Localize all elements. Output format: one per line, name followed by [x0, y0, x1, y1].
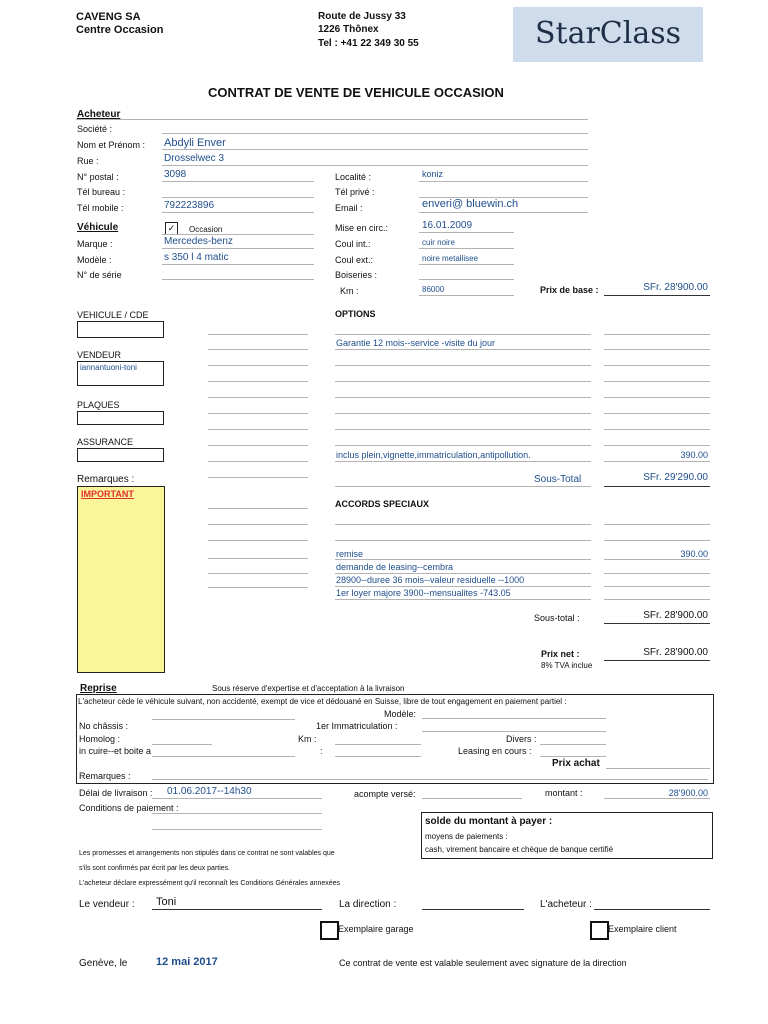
vendeur-value: iannantuoni-toni: [80, 363, 137, 372]
vehicule-cde-box[interactable]: [77, 321, 164, 338]
options-amount-line: [604, 397, 710, 398]
localite-label: Localité :: [335, 172, 372, 182]
reprise-prixachat-field: [606, 768, 710, 769]
remarques-label: Remarques :: [77, 474, 135, 485]
conditions-field-2: [152, 829, 322, 830]
options-soustotal-label: Sous-Total: [534, 474, 582, 485]
modele-value: s 350 l 4 matic: [164, 252, 229, 263]
prixnet-label: Prix net :: [541, 649, 580, 659]
accords-heading: ACCORDS SPECIAUX: [335, 499, 430, 509]
exemplaire-garage-label: Exemplaire garage: [338, 924, 414, 934]
societe-field: [162, 133, 588, 134]
delai-field: [152, 798, 322, 799]
blank-line: [208, 558, 308, 559]
km-value: 86000: [422, 285, 445, 294]
boiseries-field: [419, 279, 514, 280]
reprise-cuire-field: [152, 756, 295, 757]
accords-amount-line: [604, 540, 710, 541]
accords-soustotal-value: SFr. 28'900.00: [643, 610, 708, 621]
direction-sign-label: La direction :: [339, 899, 397, 910]
blank-line: [208, 461, 308, 462]
occasion-label: Occasion: [189, 225, 223, 234]
accord-line-1-amount: 390.00: [680, 549, 708, 559]
options-line: [335, 381, 591, 382]
boiseries-label: Boiseries :: [335, 270, 378, 280]
accords-amount-line: [604, 559, 710, 560]
options-heading: OPTIONS: [335, 309, 376, 319]
blank-line: [208, 413, 308, 414]
vendeur-box[interactable]: [77, 361, 164, 386]
solde-heading: solde du montant à payer :: [425, 816, 553, 827]
email-label: Email :: [335, 203, 363, 213]
vendeur-sign-label: Le vendeur :: [79, 899, 135, 910]
options-line: [335, 397, 591, 398]
accords-soustotal-field: [604, 623, 710, 624]
address-line-2: 1226 Thônex: [318, 24, 379, 35]
options-amount-line: [604, 334, 710, 335]
societe-label: Société :: [77, 124, 113, 134]
direction-sign-line[interactable]: [422, 909, 524, 910]
mise-field: [419, 232, 514, 233]
coulint-value: cuir noire: [422, 238, 455, 247]
blank-line: [208, 477, 308, 478]
blank-line: [208, 381, 308, 382]
nom-field: [162, 149, 588, 150]
reprise-text: L'acheteur cède le véhicule suivant, non accidenté, exempt de vice et dédouané en Suisse, libre de tout engagement en paiement partiel :: [78, 697, 567, 706]
coulext-label: Coul ext.:: [335, 255, 374, 265]
accords-line: [335, 524, 591, 525]
reprise-homolog-field: [152, 744, 212, 745]
vendeur-sign-value: Toni: [156, 896, 177, 908]
conditions-label: Conditions de paiement :: [79, 803, 179, 813]
marque-field: [162, 248, 314, 249]
reprise-remarques-field: [152, 779, 708, 780]
blank-line: [208, 397, 308, 398]
blank-line: [208, 365, 308, 366]
acheteur-sign-line[interactable]: [594, 909, 710, 910]
acompte-field: [422, 798, 522, 799]
reprise-divers-field: [540, 744, 606, 745]
options-line: [335, 429, 591, 430]
blank-line: [208, 334, 308, 335]
postal-value: 3098: [164, 169, 187, 180]
accords-amount-line: [604, 599, 710, 600]
accords-line: [335, 599, 591, 600]
divider: [162, 234, 314, 235]
blank-line: [208, 587, 308, 588]
plaques-box[interactable]: [77, 411, 164, 425]
prixbase-label: Prix de base :: [540, 285, 599, 295]
blank-line: [208, 349, 308, 350]
exemplaire-client-checkbox[interactable]: [590, 921, 609, 940]
telbureau-label: Tél bureau :: [77, 187, 126, 197]
blank-line: [208, 573, 308, 574]
accords-amount-line: [604, 586, 710, 587]
km-field: [419, 295, 514, 296]
accords-line: [335, 540, 591, 541]
localite-field: [419, 181, 588, 182]
accords-line: [335, 573, 591, 574]
tva-note: 8% TVA inclue: [541, 661, 593, 670]
accord-line-3: 28900--duree 36 mois--valeur residuelle --1000: [336, 575, 525, 585]
options-amount-line: [604, 381, 710, 382]
delai-value: 01.06.2017--14h30: [167, 786, 252, 797]
reprise-colon: :: [320, 746, 323, 756]
blank-line: [208, 508, 308, 509]
company-name: CAVENG SA: [76, 11, 141, 23]
options-amount-line: [604, 445, 710, 446]
mobile-value: 792223896: [164, 200, 215, 211]
fineprint-1: Les promesses et arrangements non stipulés dans ce contrat ne sont valables que: [79, 850, 335, 857]
telbureau-field: [162, 197, 314, 198]
exemplaire-client-label: Exemplaire client: [608, 924, 677, 934]
assurance-label: ASSURANCE: [77, 437, 134, 447]
reprise-chassis-field: [152, 719, 295, 720]
mise-label: Mise en circ.:: [335, 223, 389, 233]
assurance-box[interactable]: [77, 448, 164, 462]
address-line-1: Route de Jussy 33: [318, 11, 406, 22]
options-line: [335, 413, 591, 414]
coulint-field: [419, 248, 514, 249]
options-line: [335, 365, 591, 366]
nom-value: Abdyli Enver: [164, 137, 226, 149]
vehicle-heading: Véhicule: [77, 222, 119, 233]
options-line: [335, 349, 591, 350]
serie-label: N° de série: [77, 270, 122, 280]
montant-label: montant :: [545, 788, 583, 798]
option-line-2: inclus plein,vignette,immatriculation,antipollution.: [336, 450, 531, 460]
important-note: IMPORTANT: [81, 489, 134, 499]
reprise-divers-label: Divers :: [506, 734, 537, 744]
accords-line: [335, 559, 591, 560]
email-field: [419, 212, 588, 213]
reprise-chassis-label: No châssis :: [79, 721, 129, 731]
mobile-field: [162, 212, 314, 213]
options-line: [335, 334, 591, 335]
prixnet-field: [604, 660, 710, 661]
blank-line: [208, 540, 308, 541]
reprise-km-field: [335, 744, 421, 745]
accord-line-4: 1er loyer majore 3900--mensualites -743.05: [336, 588, 511, 598]
mobile-label: Tél mobile :: [77, 203, 124, 213]
prixbase-value: SFr. 28'900.00: [643, 282, 708, 293]
footer-date: 12 mai 2017: [156, 956, 218, 968]
phone-number: Tel : +41 22 349 30 55: [318, 38, 419, 49]
rue-value: Drosselwec 3: [164, 153, 225, 164]
reprise-leasing-field: [540, 756, 606, 757]
reprise-cuire-label: in cuire--et boite a: [79, 746, 152, 756]
reprise-immat-label: 1er Immatriculation :: [316, 721, 398, 731]
localite-value: koniz: [422, 169, 444, 179]
fineprint-3: L'acheteur déclare expressément qu'il reconnaît les Conditions Générales annexées: [79, 880, 341, 887]
accords-amount-line: [604, 524, 710, 525]
starclass-logo: StarClass: [513, 7, 703, 62]
conditions-field: [152, 813, 322, 814]
footer-place: Genève, le: [79, 958, 128, 969]
nom-label: Nom et Prénom :: [77, 140, 146, 150]
blank-line: [208, 524, 308, 525]
reprise-homolog-label: Homolog :: [79, 734, 121, 744]
telprive-label: Tél privé :: [335, 187, 375, 197]
blank-line: [208, 445, 308, 446]
rue-field: [162, 165, 588, 166]
divider: [76, 119, 588, 120]
options-soustotal-field: [604, 486, 710, 487]
footer-note: Ce contrat de vente est valable seulement avec signature de la direction: [339, 958, 627, 968]
blank-line: [208, 429, 308, 430]
prixbase-field: [604, 295, 710, 296]
options-amount-line: [604, 413, 710, 414]
accords-line: [335, 586, 591, 587]
company-subtitle: Centre Occasion: [76, 24, 164, 36]
buyer-heading: Acheteur: [77, 109, 121, 120]
km-label: Km :: [340, 286, 359, 296]
solde-moyens: moyens de paiements :: [425, 832, 508, 841]
reprise-immat-field: [422, 731, 606, 732]
reprise-colon-field: [335, 756, 421, 757]
options-amount-line: [604, 429, 710, 430]
solde-value: cash, virement bancaire et chèque de banque certifié: [425, 845, 614, 854]
email-value: enveri@ bluewin.ch: [422, 198, 519, 210]
vendeur-sign-line[interactable]: [152, 909, 322, 910]
reprise-modele-field: [422, 718, 606, 719]
page-title: CONTRAT DE VENTE DE VEHICULE OCCASION: [208, 85, 504, 100]
options-soustotal-value: SFr. 29'290.00: [643, 472, 708, 483]
montant-value: 28'900.00: [668, 788, 708, 798]
reprise-km-label: Km :: [298, 734, 317, 744]
options-amount-line: [604, 365, 710, 366]
reprise-prixachat-label: Prix achat: [552, 758, 600, 769]
vendeur-label: VENDEUR: [77, 350, 122, 360]
marque-value: Mercedes-benz: [164, 236, 233, 247]
coulext-field: [419, 264, 514, 265]
exemplaire-garage-checkbox[interactable]: [320, 921, 339, 940]
accords-soustotal-label: Sous-total :: [534, 613, 580, 623]
montant-field: [604, 798, 710, 799]
accord-line-1: remise: [336, 549, 364, 559]
solde-box: [421, 812, 713, 859]
modele-field: [162, 264, 314, 265]
reprise-remarques-label: Remarques :: [79, 771, 131, 781]
coulext-value: noire metallisee: [422, 254, 479, 263]
options-amount-line: [604, 349, 710, 350]
remarques-box[interactable]: [77, 486, 165, 673]
reprise-heading: Reprise: [80, 683, 117, 694]
vehicule-cde-label: VEHICULE / CDE: [77, 310, 149, 320]
mise-value: 16.01.2009: [422, 220, 473, 231]
options-line: [335, 445, 591, 446]
options-line: [335, 461, 591, 462]
accord-line-2: demande de leasing--cembra: [336, 562, 454, 572]
acompte-label: acompte versé:: [354, 789, 416, 799]
options-amount-line: [604, 461, 710, 462]
acheteur-sign-label: L'acheteur :: [540, 899, 592, 910]
plaques-label: PLAQUES: [77, 400, 120, 410]
marque-label: Marque :: [77, 239, 113, 249]
modele-label: Modèle :: [77, 255, 112, 265]
postal-field: [162, 181, 314, 182]
occasion-checkbox[interactable]: ✓: [165, 222, 178, 235]
serie-field: [162, 279, 314, 280]
coulint-label: Coul int.:: [335, 239, 371, 249]
reprise-box: [76, 694, 714, 784]
option-line-2-amount: 390.00: [680, 450, 708, 460]
delai-label: Délai de livraison :: [79, 788, 153, 798]
option-line-1: Garantie 12 mois--service -visite du jour: [336, 338, 496, 348]
prixnet-value: SFr. 28'900.00: [643, 647, 708, 658]
rue-label: Rue :: [77, 156, 99, 166]
postal-label: N° postal :: [77, 172, 119, 182]
options-line: [335, 486, 591, 487]
reprise-reserve: Sous réserve d'expertise et d'acceptation à la livraison: [212, 684, 405, 693]
fineprint-2: s'ils sont confirmés par écrit par les deux parties.: [79, 865, 231, 872]
reprise-leasing-label: Leasing en cours :: [458, 746, 532, 756]
accords-amount-line: [604, 573, 710, 574]
reprise-modele-label: Modèle:: [384, 709, 417, 719]
